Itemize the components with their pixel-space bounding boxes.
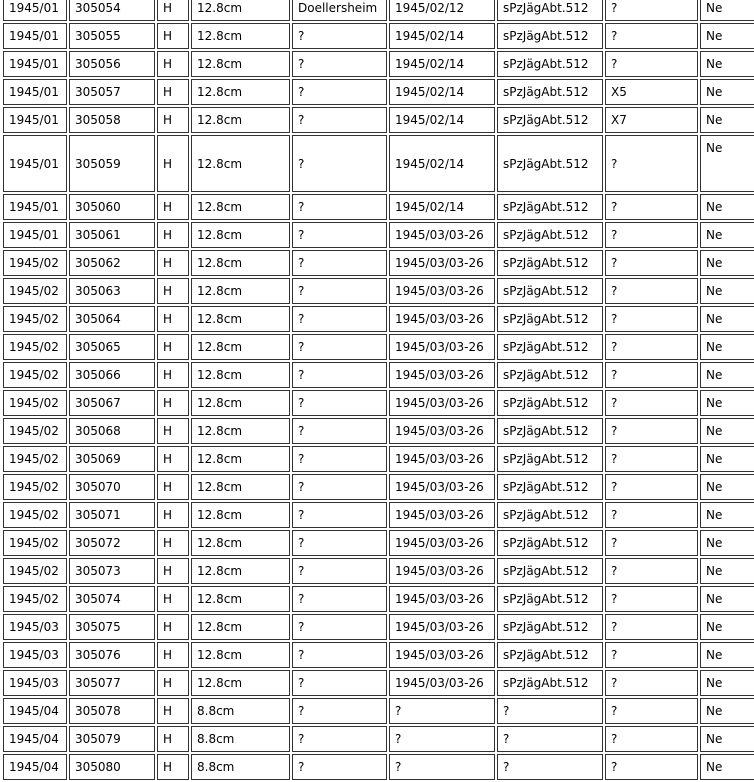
date-cell: 1945/01	[3, 194, 67, 220]
delivery-date-cell: 1945/03/03-26	[389, 362, 495, 388]
gun-cell: 12.8cm	[191, 446, 290, 472]
table-row	[3, 194, 754, 220]
gun-cell: 8.8cm	[191, 726, 290, 752]
table-row	[3, 670, 754, 696]
location-cell: ?	[292, 586, 387, 612]
table-wrapper	[1, 0, 754, 782]
marking-cell: ?	[605, 278, 698, 304]
gun-cell: 8.8cm	[191, 754, 290, 780]
location-cell: ?	[292, 502, 387, 528]
unit-cell: sPzJägAbt.512	[497, 530, 603, 556]
table-row	[3, 586, 754, 612]
type-cell: H	[157, 135, 189, 192]
delivery-date-cell: 1945/03/03-26	[389, 614, 495, 640]
status-cell: Ne	[700, 23, 754, 49]
date-cell: 1945/01	[3, 107, 67, 133]
delivery-date-cell: 1945/03/03-26	[389, 446, 495, 472]
delivery-date-cell: 1945/03/03-26	[389, 306, 495, 332]
location-cell: ?	[292, 278, 387, 304]
status-cell: Ne	[700, 362, 754, 388]
status-cell: Ne	[700, 135, 754, 192]
table-row	[3, 107, 754, 133]
delivery-date-cell: 1945/02/14	[389, 51, 495, 77]
unit-cell: sPzJägAbt.512	[497, 250, 603, 276]
gun-cell: 12.8cm	[191, 586, 290, 612]
type-cell: H	[157, 334, 189, 360]
marking-cell: ?	[605, 418, 698, 444]
type-cell: H	[157, 390, 189, 416]
unit-cell: sPzJägAbt.512	[497, 135, 603, 192]
location-cell: ?	[292, 390, 387, 416]
serial-cell: 305076	[69, 642, 155, 668]
date-cell: 1945/02	[3, 306, 67, 332]
date-cell: 1945/02	[3, 502, 67, 528]
status-cell: Ne	[700, 586, 754, 612]
type-cell: H	[157, 362, 189, 388]
table-row	[3, 446, 754, 472]
unit-cell: sPzJägAbt.512	[497, 418, 603, 444]
location-cell: ?	[292, 754, 387, 780]
status-cell: Ne	[700, 446, 754, 472]
location-cell: ?	[292, 614, 387, 640]
type-cell: H	[157, 586, 189, 612]
gun-cell: 12.8cm	[191, 670, 290, 696]
table-row	[3, 698, 754, 724]
status-cell: Ne	[700, 107, 754, 133]
date-cell: 1945/01	[3, 222, 67, 248]
location-cell: ?	[292, 530, 387, 556]
serial-cell: 305075	[69, 614, 155, 640]
unit-cell: sPzJägAbt.512	[497, 558, 603, 584]
gun-cell: 12.8cm	[191, 250, 290, 276]
serial-cell: 305078	[69, 698, 155, 724]
date-cell: 1945/02	[3, 558, 67, 584]
delivery-date-cell: 1945/02/14	[389, 135, 495, 192]
unit-cell: sPzJägAbt.512	[497, 0, 603, 21]
gun-cell: 12.8cm	[191, 306, 290, 332]
marking-cell: ?	[605, 558, 698, 584]
serial-cell: 305072	[69, 530, 155, 556]
serial-cell: 305073	[69, 558, 155, 584]
location-cell: ?	[292, 558, 387, 584]
status-cell: Ne	[700, 614, 754, 640]
type-cell: H	[157, 754, 189, 780]
unit-cell: sPzJägAbt.512	[497, 446, 603, 472]
unit-cell: sPzJägAbt.512	[497, 51, 603, 77]
table-row	[3, 334, 754, 360]
gun-cell: 12.8cm	[191, 390, 290, 416]
serial-cell: 305074	[69, 586, 155, 612]
serial-cell: 305054	[69, 0, 155, 21]
type-cell: H	[157, 698, 189, 724]
delivery-date-cell: 1945/03/03-26	[389, 474, 495, 500]
date-cell: 1945/04	[3, 698, 67, 724]
marking-cell: ?	[605, 250, 698, 276]
unit-cell: sPzJägAbt.512	[497, 502, 603, 528]
location-cell: ?	[292, 51, 387, 77]
unit-cell: sPzJägAbt.512	[497, 278, 603, 304]
date-cell: 1945/04	[3, 726, 67, 752]
table-row	[3, 79, 754, 105]
gun-cell: 12.8cm	[191, 194, 290, 220]
status-cell: Ne	[700, 474, 754, 500]
location-cell: ?	[292, 698, 387, 724]
unit-cell: ?	[497, 726, 603, 752]
serial-cell: 305077	[69, 670, 155, 696]
unit-cell: sPzJägAbt.512	[497, 306, 603, 332]
marking-cell: X7	[605, 107, 698, 133]
marking-cell: ?	[605, 306, 698, 332]
status-cell: Ne	[700, 726, 754, 752]
location-cell: ?	[292, 446, 387, 472]
date-cell: 1945/03	[3, 670, 67, 696]
marking-cell: ?	[605, 474, 698, 500]
date-cell: 1945/02	[3, 250, 67, 276]
delivery-date-cell: ?	[389, 726, 495, 752]
gun-cell: 12.8cm	[191, 0, 290, 21]
status-cell: Ne	[700, 79, 754, 105]
type-cell: H	[157, 614, 189, 640]
marking-cell: ?	[605, 51, 698, 77]
delivery-date-cell: ?	[389, 698, 495, 724]
date-cell: 1945/02	[3, 334, 67, 360]
status-cell: Ne	[700, 558, 754, 584]
serial-cell: 305068	[69, 418, 155, 444]
serial-cell: 305079	[69, 726, 155, 752]
gun-cell: 12.8cm	[191, 558, 290, 584]
type-cell: H	[157, 0, 189, 21]
status-cell: Ne	[700, 334, 754, 360]
unit-cell: ?	[497, 754, 603, 780]
gun-cell: 12.8cm	[191, 530, 290, 556]
table-row	[3, 502, 754, 528]
marking-cell: ?	[605, 530, 698, 556]
serial-cell: 305069	[69, 446, 155, 472]
delivery-date-cell: 1945/03/03-26	[389, 642, 495, 668]
date-cell: 1945/01	[3, 23, 67, 49]
serial-cell: 305066	[69, 362, 155, 388]
unit-cell: sPzJägAbt.512	[497, 222, 603, 248]
status-cell: Ne	[700, 502, 754, 528]
date-cell: 1945/04	[3, 754, 67, 780]
location-cell: Doellersheim	[292, 0, 387, 21]
status-cell: Ne	[700, 390, 754, 416]
table-row	[3, 754, 754, 780]
serial-cell: 305067	[69, 390, 155, 416]
delivery-date-cell: 1945/02/14	[389, 107, 495, 133]
date-cell: 1945/02	[3, 446, 67, 472]
status-cell: Ne	[700, 530, 754, 556]
serial-cell: 305062	[69, 250, 155, 276]
location-cell: ?	[292, 306, 387, 332]
type-cell: H	[157, 726, 189, 752]
type-cell: H	[157, 530, 189, 556]
marking-cell: ?	[605, 23, 698, 49]
delivery-date-cell: ?	[389, 754, 495, 780]
marking-cell: X5	[605, 79, 698, 105]
type-cell: H	[157, 558, 189, 584]
marking-cell: ?	[605, 502, 698, 528]
gun-cell: 12.8cm	[191, 474, 290, 500]
table-row	[3, 135, 754, 192]
marking-cell: ?	[605, 222, 698, 248]
marking-cell: ?	[605, 726, 698, 752]
unit-cell: sPzJägAbt.512	[497, 642, 603, 668]
serial-cell: 305060	[69, 194, 155, 220]
gun-cell: 12.8cm	[191, 362, 290, 388]
marking-cell: ?	[605, 642, 698, 668]
date-cell: 1945/01	[3, 51, 67, 77]
production-table	[1, 0, 754, 782]
delivery-date-cell: 1945/02/14	[389, 23, 495, 49]
type-cell: H	[157, 474, 189, 500]
table-row	[3, 530, 754, 556]
gun-cell: 12.8cm	[191, 418, 290, 444]
table-row	[3, 726, 754, 752]
date-cell: 1945/03	[3, 642, 67, 668]
serial-cell: 305065	[69, 334, 155, 360]
location-cell: ?	[292, 23, 387, 49]
marking-cell: ?	[605, 362, 698, 388]
location-cell: ?	[292, 250, 387, 276]
gun-cell: 12.8cm	[191, 135, 290, 192]
unit-cell: sPzJägAbt.512	[497, 23, 603, 49]
serial-cell: 305080	[69, 754, 155, 780]
date-cell: 1945/02	[3, 418, 67, 444]
date-cell: 1945/02	[3, 586, 67, 612]
marking-cell: ?	[605, 0, 698, 21]
unit-cell: ?	[497, 698, 603, 724]
marking-cell: ?	[605, 135, 698, 192]
location-cell: ?	[292, 334, 387, 360]
gun-cell: 12.8cm	[191, 107, 290, 133]
marking-cell: ?	[605, 194, 698, 220]
serial-cell: 305058	[69, 107, 155, 133]
type-cell: H	[157, 222, 189, 248]
table-row	[3, 306, 754, 332]
serial-cell: 305061	[69, 222, 155, 248]
delivery-date-cell: 1945/03/03-26	[389, 418, 495, 444]
marking-cell: ?	[605, 698, 698, 724]
serial-cell: 305064	[69, 306, 155, 332]
location-cell: ?	[292, 135, 387, 192]
type-cell: H	[157, 79, 189, 105]
unit-cell: sPzJägAbt.512	[497, 474, 603, 500]
date-cell: 1945/02	[3, 474, 67, 500]
table-row	[3, 23, 754, 49]
type-cell: H	[157, 278, 189, 304]
delivery-date-cell: 1945/02/12	[389, 0, 495, 21]
type-cell: H	[157, 446, 189, 472]
serial-cell: 305059	[69, 135, 155, 192]
unit-cell: sPzJägAbt.512	[497, 194, 603, 220]
serial-cell: 305063	[69, 278, 155, 304]
gun-cell: 12.8cm	[191, 222, 290, 248]
type-cell: H	[157, 250, 189, 276]
serial-cell: 305055	[69, 23, 155, 49]
marking-cell: ?	[605, 614, 698, 640]
date-cell: 1945/03	[3, 614, 67, 640]
serial-cell: 305057	[69, 79, 155, 105]
unit-cell: sPzJägAbt.512	[497, 334, 603, 360]
date-cell: 1945/02	[3, 362, 67, 388]
unit-cell: sPzJägAbt.512	[497, 362, 603, 388]
unit-cell: sPzJägAbt.512	[497, 79, 603, 105]
status-cell: Ne	[700, 698, 754, 724]
type-cell: H	[157, 306, 189, 332]
type-cell: H	[157, 23, 189, 49]
gun-cell: 12.8cm	[191, 502, 290, 528]
gun-cell: 8.8cm	[191, 698, 290, 724]
table-row	[3, 390, 754, 416]
type-cell: H	[157, 51, 189, 77]
table-row	[3, 222, 754, 248]
marking-cell: ?	[605, 670, 698, 696]
table-row	[3, 0, 754, 21]
type-cell: H	[157, 670, 189, 696]
delivery-date-cell: 1945/02/14	[389, 194, 495, 220]
table-row	[3, 418, 754, 444]
marking-cell: ?	[605, 754, 698, 780]
unit-cell: sPzJägAbt.512	[497, 107, 603, 133]
delivery-date-cell: 1945/02/14	[389, 79, 495, 105]
date-cell: 1945/01	[3, 135, 67, 192]
status-cell: Ne	[700, 754, 754, 780]
gun-cell: 12.8cm	[191, 614, 290, 640]
delivery-date-cell: 1945/03/03-26	[389, 586, 495, 612]
delivery-date-cell: 1945/03/03-26	[389, 278, 495, 304]
status-cell: Ne	[700, 306, 754, 332]
delivery-date-cell: 1945/03/03-26	[389, 530, 495, 556]
delivery-date-cell: 1945/03/03-26	[389, 558, 495, 584]
serial-cell: 305071	[69, 502, 155, 528]
table-row	[3, 474, 754, 500]
location-cell: ?	[292, 670, 387, 696]
delivery-date-cell: 1945/03/03-26	[389, 334, 495, 360]
marking-cell: ?	[605, 446, 698, 472]
unit-cell: sPzJägAbt.512	[497, 586, 603, 612]
marking-cell: ?	[605, 586, 698, 612]
location-cell: ?	[292, 107, 387, 133]
gun-cell: 12.8cm	[191, 278, 290, 304]
type-cell: H	[157, 194, 189, 220]
delivery-date-cell: 1945/03/03-26	[389, 670, 495, 696]
delivery-date-cell: 1945/03/03-26	[389, 250, 495, 276]
date-cell: 1945/01	[3, 79, 67, 105]
status-cell: Ne	[700, 642, 754, 668]
table-row	[3, 51, 754, 77]
marking-cell: ?	[605, 390, 698, 416]
unit-cell: sPzJägAbt.512	[497, 390, 603, 416]
location-cell: ?	[292, 418, 387, 444]
serial-cell: 305070	[69, 474, 155, 500]
status-cell: Ne	[700, 222, 754, 248]
status-cell: Ne	[700, 51, 754, 77]
status-cell: Ne	[700, 278, 754, 304]
location-cell: ?	[292, 642, 387, 668]
type-cell: H	[157, 107, 189, 133]
gun-cell: 12.8cm	[191, 334, 290, 360]
marking-cell: ?	[605, 334, 698, 360]
type-cell: H	[157, 642, 189, 668]
status-cell: Ne	[700, 0, 754, 21]
date-cell: 1945/01	[3, 0, 67, 21]
location-cell: ?	[292, 726, 387, 752]
date-cell: 1945/02	[3, 530, 67, 556]
date-cell: 1945/02	[3, 278, 67, 304]
gun-cell: 12.8cm	[191, 51, 290, 77]
date-cell: 1945/02	[3, 390, 67, 416]
table-row	[3, 558, 754, 584]
gun-cell: 12.8cm	[191, 79, 290, 105]
delivery-date-cell: 1945/03/03-26	[389, 390, 495, 416]
table-row	[3, 614, 754, 640]
location-cell: ?	[292, 79, 387, 105]
location-cell: ?	[292, 474, 387, 500]
location-cell: ?	[292, 194, 387, 220]
table-row	[3, 250, 754, 276]
table-row	[3, 642, 754, 668]
status-cell: Ne	[700, 194, 754, 220]
unit-cell: sPzJägAbt.512	[497, 614, 603, 640]
location-cell: ?	[292, 362, 387, 388]
table-row	[3, 278, 754, 304]
type-cell: H	[157, 502, 189, 528]
status-cell: Ne	[700, 418, 754, 444]
delivery-date-cell: 1945/03/03-26	[389, 502, 495, 528]
table-row	[3, 362, 754, 388]
type-cell: H	[157, 418, 189, 444]
status-cell: Ne	[700, 250, 754, 276]
gun-cell: 12.8cm	[191, 642, 290, 668]
status-cell: Ne	[700, 670, 754, 696]
location-cell: ?	[292, 222, 387, 248]
table-body	[3, 0, 754, 780]
serial-cell: 305056	[69, 51, 155, 77]
delivery-date-cell: 1945/03/03-26	[389, 222, 495, 248]
unit-cell: sPzJägAbt.512	[497, 670, 603, 696]
gun-cell: 12.8cm	[191, 23, 290, 49]
